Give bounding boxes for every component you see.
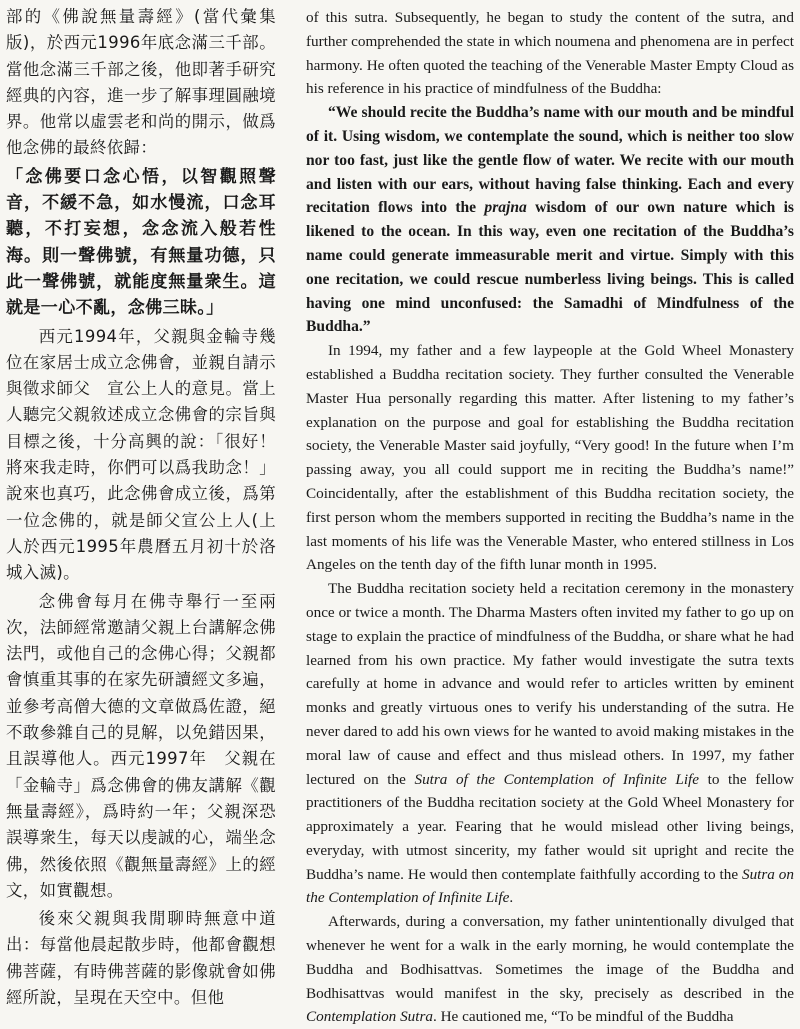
quote-text-a: “We should recite the Buddha’s name with our mouth and be mindful of it. Using wisdom, we contemplate the sound, which is neither too slow nor too fast, just like the gentle flow of water. We recite with our mouth and listen with our ears, without having false thinking. Each and every recitation flows into the (306, 104, 794, 217)
english-quote (306, 101, 794, 339)
p3-text-c: . (509, 889, 514, 907)
chinese-paragraph-2: 西元1994年，父親與金輪寺幾位在家居士成立念佛會，並親自請示與徵求師父 宣公上人的意見。當上人聽完父親敘述成立念佛會的宗旨與目標之後，十分高興的說：「很好！將來我走時，你們可以爲我助念！」說來也真巧，此念佛會成立後，爲第一位念佛的，就是師父宣公上人(上人於西元1995年農曆五月初十於洛城入滅)。 (6, 326, 276, 583)
english-paragraph-2: In 1994, my father and a few laypeople at the Gold Wheel Monastery established a Buddha recitation society. They further consulted the Venerable Master Hua personally regarding this matter. After listening to my father’s explanation on the purpose and goal for establishing the Buddha recitation society, the Venerable Master said joyfully, “Very good! In the future when I’m passing away, you all could support me in reciting the Buddha’s name!” Coincidentally, after the establishment of this Buddha recitation society, the first person whom the members supported in reciting the Buddha’s name in the last moments of his life was the Venerable Master, who entered stillness in Los Angeles on the tenth day of the fifth lunar month in 1995. (306, 342, 794, 574)
english-paragraph-3 (306, 577, 794, 910)
chinese-paragraph-4: 後來父親與我閒聊時無意中道出：每當他晨起散步時，他都會觀想佛菩薩，有時佛菩薩的影像就會如佛經所說，呈現在天空中。但他 (6, 909, 276, 1007)
chinese-paragraph-1: 部的《佛說無量壽經》(當代彙集版)，於西元1996年底念滿三千部。當他念滿三千部之後，他即著手研究經典的內容，進一步了解事理圓融境界。他常以虛雲老和尚的開示，做爲他念佛的最終依歸： (6, 7, 276, 158)
english-paragraph-1: of this sutra. Subsequently, he began to study the content of the sutra, and further comprehended the state in which noumena and phenomena are in perfect harmony. He often quoted the teaching of the Venerable Master Empty Cloud as his reference in his practice of mindfulness of the Buddha: (306, 9, 794, 98)
p3-text-a: The Buddha recitation society held a recitation ceremony in the monastery once or twice a month. The Dharma Masters often invited my father to go up on stage to explain the practice of mindfulness of the Buddha, or share what he had learned from his own practice. My father would investigate the sutra texts carefully at home in advance and would refer to articles written by eminent monks and greatly virtuous ones to verify his understanding of the sutra. He never dared to add his own views for he wanted to avoid making mistakes in the moral law of cause and effect and thus mislead others. In 1997, my father lectured on the (306, 580, 794, 788)
chinese-paragraph-3: 念佛會每月在佛寺舉行一至兩次，法師經常邀請父親上台講解念佛法門，或他自己的念佛心得；父親都會慎重其事的在家先研讀經文多遍，並參考高僧大德的文章做爲佐證，絕不敢參雜自己的見解，以免錯因果，且誤導他人。西元1997年 父親在「金輪寺」爲念佛會的佛友講解《觀無量壽經》，爲時約一年；父親深恐誤導衆生，每天以虔誠的心，端坐念佛，然後依照《觀無量壽經》上的經文，如實觀想。 (6, 591, 276, 900)
sutra-title: Sutra of the Contemplation of Infinite Life (414, 770, 699, 788)
chinese-quote: 「念佛要口念心悟，以智觀照聲音，不緩不急，如水慢流，口念耳聽，不打妄想，念念流入般若性海。則一聲佛號，有無量功德，只此一聲佛號，就能度無量衆生。這就是一心不亂，念佛三昧。」 (6, 166, 276, 319)
p3-text-b: to the fellow practitioners of the Buddha recitation society at the Gold Wheel Monastery for approximately a year. Fearing that he would mislead other living beings, everyday, with utmost sincerity, my father would sit upright and recite the Buddha’s name. He would then contemplate faithfully according to the (306, 770, 794, 883)
sutra-title: Sutra on the Contemplation of Infinite Life (306, 865, 794, 907)
english-paragraph-4 (306, 910, 794, 1029)
english-column (306, 6, 794, 1029)
p4-text-b: . He cautioned me, “To be mindful of the Buddha (433, 1008, 734, 1026)
chinese-column (6, 4, 276, 1013)
p4-text-a: Afterwards, during a conversation, my father unintentionally divulged that whenever he went for a walk in the early morning, he would contemplate the Buddha and Bodhisattvas. Sometimes the image of the Buddha and Bodhisattvas would manifest in the sky, precisely as described in the (306, 913, 794, 1002)
sutra-title: Contemplation Sutra (306, 1008, 433, 1026)
quote-term-prajna: prajna (484, 199, 527, 217)
quote-text-b: wisdom of our own nature which is likened to the ocean. In this way, even one recitation of the Buddha’s name could generate immeasurable merit and virtue. Simply with this one recitation, we could rescue numberless living beings. This is called having one mind unconfused: the Samadhi of Mindfulness of the Buddha.” (306, 199, 794, 336)
